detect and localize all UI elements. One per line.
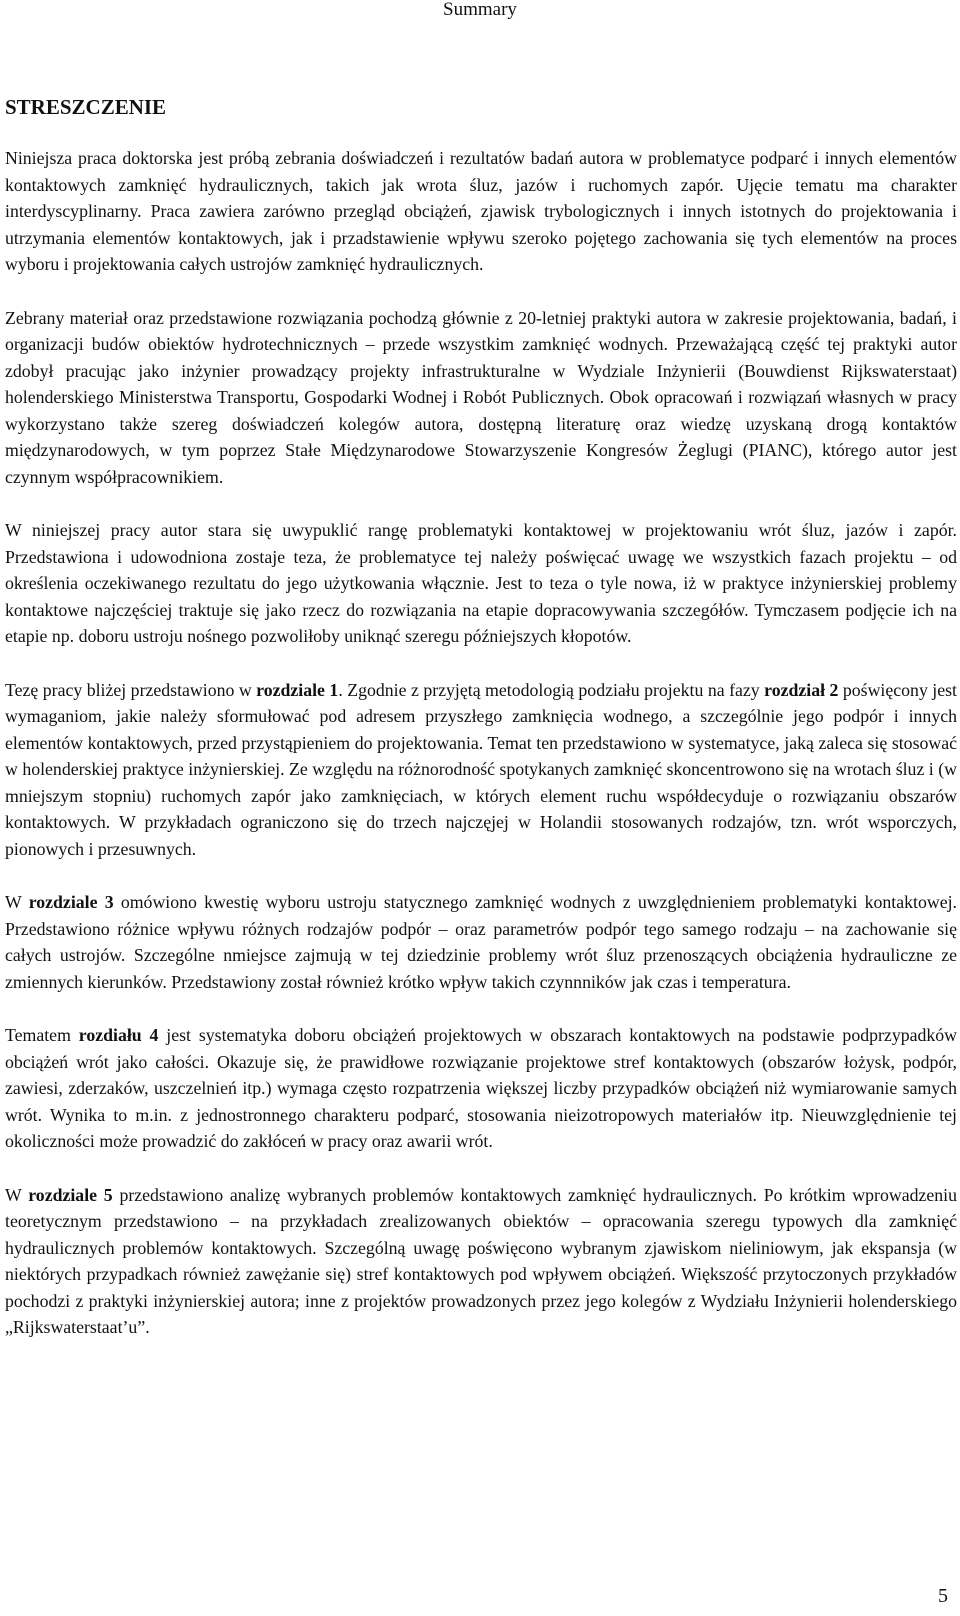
chapter-5-reference: rozdziale 5 xyxy=(28,1184,113,1205)
chapter-2-reference: rozdział 2 xyxy=(764,679,839,700)
paragraph-2 xyxy=(5,305,957,491)
page-number: 5 xyxy=(938,1585,948,1607)
chapter-3-reference: rozdziale 3 xyxy=(28,892,114,912)
paragraph-2-text: Zebrany materiał oraz przedstawione rozwiązania pochodzą głównie z 20-letniej praktyki autora w zakresie projektowania, badań, i organizacji budów obiektów hydrotechnicznych – przede wszystkim zamknięć wodnych. Przeważającą część tej praktyki autor zdobył pracując jako inżynier prowadzący projekty infrastrukturalne w Wydziale Inżynierii (Bouwdienst Rijkswaterstaat) holenderskiego Ministerstwa Transportu, Gospodarki Wodnej i Robót Publicznych. Obok opracowań i rozwiązań własnych w pracy wykorzystano także szereg doświadczeń kolegów autora, dostępną literaturę oraz wiedzę uzyskaną drogą kontaktów międzynarodowych, w tym poprzez Stałe Międzynarodowe Stowarzyszenie Kongresów Żeglugi (PIANC), którego autor jest czynnym współpracownikiem. xyxy=(5,307,957,487)
paragraph-3 xyxy=(5,517,957,650)
page-title: STRESZCZENIE xyxy=(5,95,167,119)
paragraph-5 xyxy=(5,889,957,995)
running-header: Summary xyxy=(443,0,517,20)
paragraph-7-text: W xyxy=(5,1184,29,1205)
paragraph-6 xyxy=(5,1022,957,1155)
paragraph-4 xyxy=(5,677,957,863)
paragraph-5-text: omówiono kwestię wyboru ustroju statycznego zamknięć wodnych z uwzględnieniem problematyki kontaktowej. Przedstawiono różnice wpływu różnych rodzajów podpór – oraz parametrów podpór tego samego rodzaju – na zachowanie się całych ustrojów. Szczególne nmiejsce zajmują w tej dziedzinie problemy wrót śluz przenoszących obciążenia hydrauliczne ze zmiennych kierunków. Przedstawiony został również krótko wpływ takich czynnników jak czas i temperatura. xyxy=(5,892,957,992)
paragraph-3-text: W niniejszej pracy autor stara się uwypuklić rangę problematyki kontaktowej w projektowaniu wrót śluz, jazów i zapór. Przedstawiona i udowodniona zostaje teza, że problematyce tej należy poświęcać uwagę we wszystkich fazach projektu – od określenia oczekiwanego rezultatu do jego użytkowania włącznie. Jest to teza o tyle nowa, iż w praktyce inżynierskiej problemy kontaktowe najczęściej traktuje się jako rzecz do rozwiązania na etapie dopracowywania szczegółów. Tymczasem podjęcie ich na etapie np. doboru ustroju nośnego pozwoliłoby uniknąć szeregu późniejszych kłopotów. xyxy=(5,520,957,646)
paragraph-4-text: . Zgodnie z przyjętą metodologią podziału projektu na fazy xyxy=(338,679,765,700)
paragraph-5-text: W xyxy=(5,892,29,912)
paragraph-4-text: poświęcony jest wymaganiom, jakie należy sformułować pod adresem przyszłego zamknięcia wodnego, a szczególnie jego podpór i innych elementów kontaktowych, przed przystąpieniem do projektowania. Temat ten przedstawiono w systematyce, jaką zaleca się stosować w holenderskiej praktyce inżynierskiej. Ze względu na różnorodność spotykanych zamknięć skoncentrowono się na wrotach śluz i (w mniejszym stopniu) ruchomych zapór jako zamknięciach, w których element ruchu współdecyduje o rozwiązaniu obszarów kontaktowych. W przykładach ograniczono się do trzech najczęjej w Holandii stosowanych rodzajów, tzn. wrót wsporczych, pionowych i przesuwnych. xyxy=(5,679,957,859)
chapter-4-reference: rozdiału 4 xyxy=(78,1025,159,1045)
summary-body xyxy=(5,145,957,1368)
paragraph-7-text: przedstawiono analizę wybranych problemów kontaktowych zamknięć hydraulicznych. Po krótkim wprowadzeniu teoretycznym przedstawiono – na przykładach zrealizowanych obiektów – opracowania szeregu typowych dla zamknięć hydraulicznych problemów kontaktowych. Szczególną uwagę poświęcono wybranym zjawiskom nieliniowym, jak ekspansja (w niektórych przypadkach również zawężanie się) stref kontaktowych pod wpływem obciążeń. Większość przytoczonych przykładów pochodzi z praktyki inżynierskiej autora; inne z projektów prowadzonych przez jego kolegów z Wydziału Inżynierii holenderskiego „Rijkswaterstaat’u”. xyxy=(5,1184,957,1337)
chapter-1-reference: rozdziale 1 xyxy=(256,679,339,700)
paragraph-6-text: Tematem xyxy=(5,1025,79,1045)
paragraph-4-text: Tezę pracy bliżej przedstawiono w xyxy=(5,679,257,700)
paragraph-6-text: jest systematyka doboru obciążeń projektowych w obszarach kontaktowych na podstawie podprzypadków obciążeń wrót jako całości. Okazuje się, że prawidłowe rozwiązanie projektowe stref kontaktowych (obszarów łożysk, podpór, zawiesi, zderzaków, uszczelnień itp.) wymaga często rozpatrzenia większej liczby przypadków obciążeń niż wymiarowanie samych wrót. Wynika to m.in. z jednostronnego charakteru podparć, stosowania nieizotropowych materiałów itp. Nieuwzględnienie tej okoliczności może prowadzić do zakłóceń w pracy oraz awarii wrót. xyxy=(5,1025,957,1151)
paragraph-7 xyxy=(5,1182,957,1341)
paragraph-1 xyxy=(5,145,957,278)
paragraph-1-text: Niniejsza praca doktorska jest próbą zebrania doświadczeń i rezultatów badań autora w problematyce podparć i innych elementów kontaktowych zamknięć hydraulicznych, takich jak wrota śluz, jazów i ruchomych zapór. Ujęcie tematu ma charakter interdyscyplinarny. Praca zawiera zarówno przegląd obciążeń, zjawisk trybologicznych i innych istotnych do projektowania i utrzymania elementów kontaktowych, jak i przadstawienie wpływu szeroko pojętego zachowania się tych elementów na proces wyboru i projektowania całych ustrojów zamknięć hydraulicznych. xyxy=(5,148,957,274)
